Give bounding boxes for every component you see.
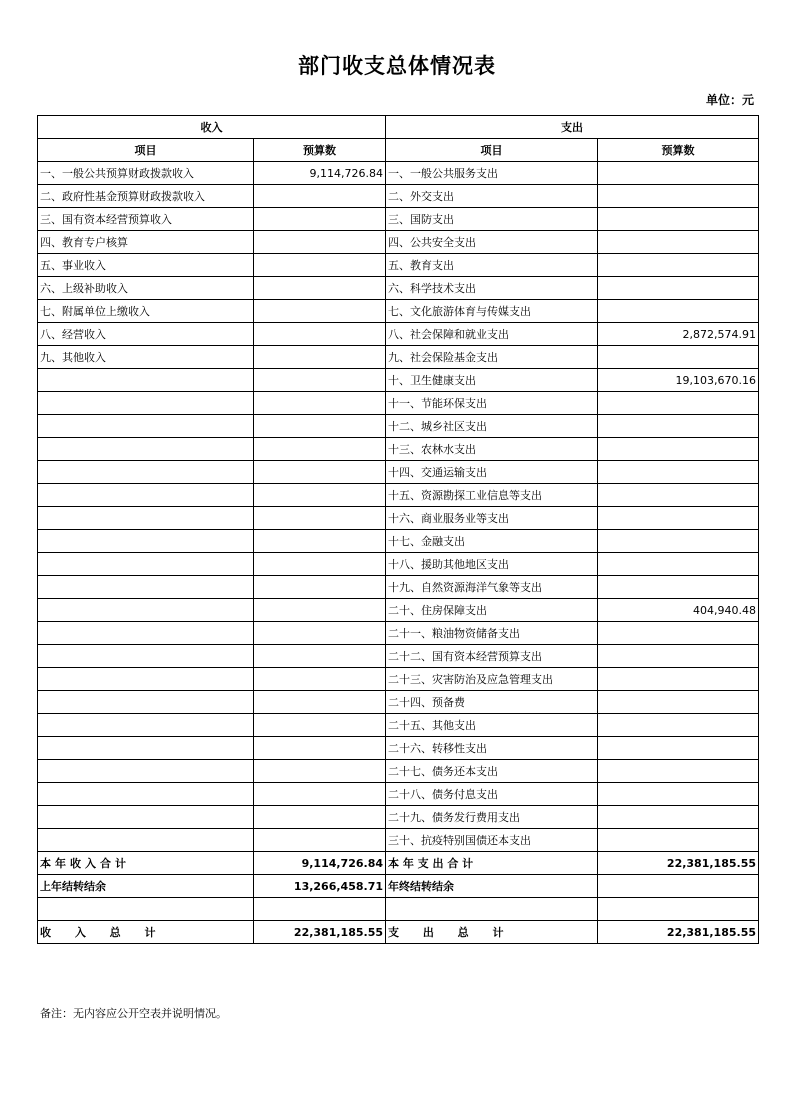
income-value-cell: [254, 783, 386, 806]
income-value-cell: [254, 185, 386, 208]
expense-item-cell: 二十六、转移性支出: [386, 737, 598, 760]
income-item-cell: [38, 484, 254, 507]
expense-item-cell: 十、卫生健康支出: [386, 369, 598, 392]
footnote: 备注：无内容应公开空表并说明情况。: [40, 1007, 227, 1020]
expense-item-cell: 九、社会保险基金支出: [386, 346, 598, 369]
income-value-cell: [254, 323, 386, 346]
income-item-cell: 六、上级补助收入: [38, 277, 254, 300]
expense-item-cell: 二十四、预备费: [386, 691, 598, 714]
expense-item-cell: 三、国防支出: [386, 208, 598, 231]
table-row: [38, 599, 759, 622]
expense-value-cell: [598, 553, 759, 576]
income-item-cell: [38, 645, 254, 668]
expense-value-cell: [598, 254, 759, 277]
income-value-cell: [254, 668, 386, 691]
expense-budget-header: 预算数: [598, 139, 759, 162]
income-item-cell: [38, 530, 254, 553]
income-item-cell: [38, 737, 254, 760]
blank-cell: [386, 898, 598, 921]
expense-value-cell: [598, 829, 759, 852]
table-row: [38, 208, 759, 231]
table-row: [38, 392, 759, 415]
blank-cell: [598, 898, 759, 921]
income-value-cell: [254, 300, 386, 323]
income-item-cell: 四、教育专户核算: [38, 231, 254, 254]
table-row: [38, 185, 759, 208]
expense-value-cell: [598, 300, 759, 323]
income-value-cell: [254, 760, 386, 783]
income-value-cell: [254, 369, 386, 392]
blank-cell: [38, 898, 254, 921]
expense-value-cell: [598, 507, 759, 530]
table-row: [38, 691, 759, 714]
income-value-cell: [254, 254, 386, 277]
budget-table: [37, 115, 759, 944]
income-item-cell: 五、事业收入: [38, 254, 254, 277]
income-value-cell: [254, 507, 386, 530]
expense-value-cell: [598, 415, 759, 438]
income-value-cell: [254, 231, 386, 254]
income-item-cell: [38, 760, 254, 783]
income-value-cell: [254, 576, 386, 599]
expense-item-cell: 二十一、粮油物资储备支出: [386, 622, 598, 645]
expense-item-cell: 十七、金融支出: [386, 530, 598, 553]
carry-row: [38, 875, 759, 898]
expense-item-header: 项目: [386, 139, 598, 162]
expense-item-cell: 六、科学技术支出: [386, 277, 598, 300]
income-value-cell: [254, 806, 386, 829]
table-row: [38, 553, 759, 576]
expense-item-cell: 十二、城乡社区支出: [386, 415, 598, 438]
income-item-cell: 一、一般公共预算财政拨款收入: [38, 162, 254, 185]
income-value-cell: 9,114,726.84: [254, 162, 386, 185]
column-header-row: [38, 139, 759, 162]
expense-item-cell: 二十九、债务发行费用支出: [386, 806, 598, 829]
income-item-cell: 九、其他收入: [38, 346, 254, 369]
unit-label: 单位：元: [705, 93, 754, 107]
income-value-cell: [254, 461, 386, 484]
carry-out-label: 年终结转结余: [386, 875, 598, 898]
income-value-cell: [254, 438, 386, 461]
total-income-label: 收 入 总 计: [38, 921, 254, 944]
expense-value-cell: [598, 346, 759, 369]
table-row: [38, 507, 759, 530]
expense-item-cell: 二十七、债务还本支出: [386, 760, 598, 783]
income-value-cell: [254, 277, 386, 300]
carry-in-value: 13,266,458.71: [254, 875, 386, 898]
expense-value-cell: [598, 714, 759, 737]
table-row: [38, 369, 759, 392]
table-row: [38, 737, 759, 760]
income-value-cell: [254, 392, 386, 415]
expense-value-cell: [598, 622, 759, 645]
table-row: [38, 254, 759, 277]
expense-value-cell: [598, 691, 759, 714]
income-item-cell: [38, 668, 254, 691]
expense-item-cell: 十四、交通运输支出: [386, 461, 598, 484]
income-item-cell: [38, 369, 254, 392]
income-item-cell: 七、附属单位上缴收入: [38, 300, 254, 323]
income-item-cell: [38, 599, 254, 622]
income-value-cell: [254, 599, 386, 622]
expense-value-cell: [598, 438, 759, 461]
expense-item-cell: 三十、抗疫特别国债还本支出: [386, 829, 598, 852]
table-row: [38, 415, 759, 438]
income-item-cell: 八、经营收入: [38, 323, 254, 346]
section-header-row: [38, 116, 759, 139]
table-row: [38, 461, 759, 484]
expense-item-cell: 一、一般公共服务支出: [386, 162, 598, 185]
income-item-cell: [38, 415, 254, 438]
table-row: [38, 622, 759, 645]
income-value-cell: [254, 691, 386, 714]
table-row: [38, 277, 759, 300]
blank-cell: [254, 898, 386, 921]
expense-header: 支出: [386, 116, 759, 139]
income-item-cell: 二、政府性基金预算财政拨款收入: [38, 185, 254, 208]
income-item-cell: [38, 691, 254, 714]
table-row: [38, 645, 759, 668]
expense-value-cell: [598, 208, 759, 231]
expense-item-cell: 二十五、其他支出: [386, 714, 598, 737]
income-value-cell: [254, 530, 386, 553]
expense-value-cell: [598, 162, 759, 185]
income-item-cell: [38, 461, 254, 484]
income-item-header: 项目: [38, 139, 254, 162]
expense-item-cell: 二十八、债务付息支出: [386, 783, 598, 806]
expense-item-cell: 七、文化旅游体育与传媒支出: [386, 300, 598, 323]
income-item-cell: [38, 576, 254, 599]
income-item-cell: [38, 507, 254, 530]
expense-item-cell: 二十、住房保障支出: [386, 599, 598, 622]
expense-value-cell: [598, 392, 759, 415]
expense-item-cell: 十三、农林水支出: [386, 438, 598, 461]
table-row: [38, 576, 759, 599]
expense-value-cell: [598, 668, 759, 691]
table-row: [38, 714, 759, 737]
income-item-cell: [38, 553, 254, 576]
table-row: [38, 162, 759, 185]
income-value-cell: [254, 714, 386, 737]
table-row: [38, 346, 759, 369]
table-row: [38, 806, 759, 829]
income-value-cell: [254, 645, 386, 668]
table-row: [38, 783, 759, 806]
expense-value-cell: 2,872,574.91: [598, 323, 759, 346]
table-row: [38, 484, 759, 507]
income-item-cell: [38, 622, 254, 645]
income-value-cell: [254, 484, 386, 507]
expense-item-cell: 八、社会保障和就业支出: [386, 323, 598, 346]
table-row: [38, 323, 759, 346]
expense-item-cell: 四、公共安全支出: [386, 231, 598, 254]
carry-out-value: [598, 875, 759, 898]
year-total-row: [38, 852, 759, 875]
expense-value-cell: [598, 645, 759, 668]
income-item-cell: 三、国有资本经营预算收入: [38, 208, 254, 231]
expense-value-cell: [598, 737, 759, 760]
expense-value-cell: [598, 185, 759, 208]
expense-value-cell: [598, 461, 759, 484]
page-title: 部门收支总体情况表: [298, 54, 496, 78]
expense-value-cell: [598, 231, 759, 254]
expense-value-cell: 404,940.48: [598, 599, 759, 622]
income-item-cell: [38, 438, 254, 461]
expense-value-cell: [598, 806, 759, 829]
expense-value-cell: 19,103,670.16: [598, 369, 759, 392]
total-expense-value: 22,381,185.55: [598, 921, 759, 944]
income-item-cell: [38, 714, 254, 737]
income-item-cell: [38, 392, 254, 415]
expense-item-cell: 二十二、国有资本经营预算支出: [386, 645, 598, 668]
expense-item-cell: 二十三、灾害防治及应急管理支出: [386, 668, 598, 691]
expense-value-cell: [598, 277, 759, 300]
year-income-label: 本年收入合计: [38, 852, 254, 875]
expense-item-cell: 十八、援助其他地区支出: [386, 553, 598, 576]
carry-in-label: 上年结转结余: [38, 875, 254, 898]
expense-item-cell: 十六、商业服务业等支出: [386, 507, 598, 530]
blank-row: [38, 898, 759, 921]
expense-item-cell: 二、外交支出: [386, 185, 598, 208]
expense-item-cell: 十一、节能环保支出: [386, 392, 598, 415]
total-expense-label: 支 出 总 计: [386, 921, 598, 944]
table-row: [38, 760, 759, 783]
income-value-cell: [254, 553, 386, 576]
income-value-cell: [254, 829, 386, 852]
income-item-cell: [38, 783, 254, 806]
expense-item-cell: 十九、自然资源海洋气象等支出: [386, 576, 598, 599]
table-row: [38, 231, 759, 254]
expense-value-cell: [598, 783, 759, 806]
income-value-cell: [254, 208, 386, 231]
income-header: 收入: [38, 116, 386, 139]
table-row: [38, 300, 759, 323]
income-value-cell: [254, 622, 386, 645]
table-row: [38, 438, 759, 461]
income-value-cell: [254, 415, 386, 438]
year-income-value: 9,114,726.84: [254, 852, 386, 875]
income-value-cell: [254, 346, 386, 369]
income-value-cell: [254, 737, 386, 760]
income-budget-header: 预算数: [254, 139, 386, 162]
income-item-cell: [38, 829, 254, 852]
expense-item-cell: 五、教育支出: [386, 254, 598, 277]
expense-item-cell: 十五、资源勘探工业信息等支出: [386, 484, 598, 507]
expense-value-cell: [598, 576, 759, 599]
expense-value-cell: [598, 530, 759, 553]
expense-value-cell: [598, 484, 759, 507]
table-row: [38, 668, 759, 691]
income-item-cell: [38, 806, 254, 829]
table-row: [38, 829, 759, 852]
year-expense-value: 22,381,185.55: [598, 852, 759, 875]
expense-value-cell: [598, 760, 759, 783]
year-expense-label: 本 年 支 出 合 计: [386, 852, 598, 875]
total-income-value: 22,381,185.55: [254, 921, 386, 944]
table-row: [38, 530, 759, 553]
grand-total-row: [38, 921, 759, 944]
